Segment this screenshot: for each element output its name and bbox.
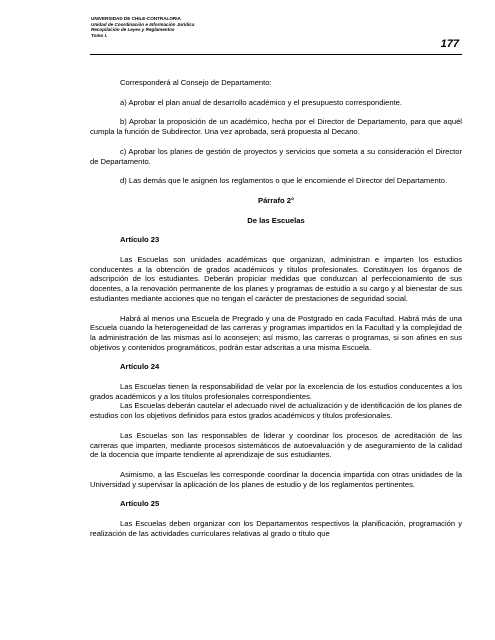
body-paragraph: Las Escuelas deberán cautelar el adecuado nivel de actualización y de identificación de los planes de estudios con los objetivos definidos para estos grados académicos y títulos profesionales. — [90, 401, 462, 421]
body-paragraph: a) Aprobar el plan anual de desarrollo académico y el presupuesto correspondiente. — [120, 97, 402, 107]
paragraph-heading: Párrafo 2° — [258, 195, 294, 205]
document-header — [91, 16, 461, 38]
body-paragraph: Las Escuelas tienen la responsabilidad de velar por la excelencia de los estudios conducentes a los grados académicos y a los títulos profesionales correspondientes. — [90, 382, 462, 401]
body-paragraph: d) Las demás que le asignen los reglamentos o que le encomiende el Director del Departamento. — [120, 176, 448, 186]
article-heading: Artículo 24 — [120, 362, 160, 372]
document-body — [90, 78, 462, 539]
body-paragraph: c) Aprobar los planes de gestión de proyectos y servicios que someta a su consideración el Director de Departamento. — [90, 146, 462, 166]
article-heading: Artículo 23 — [120, 235, 160, 245]
body-paragraph: Corresponderá al Consejo de Departamento: — [120, 78, 272, 87]
header-unit: Unidad de Coordinación e Información Jurídica — [91, 21, 195, 27]
body-paragraph: Las Escuelas son las responsables de liderar y coordinar los procesos de acreditación de las carreras que imparten, mediante procesos sistemáticos de autoevaluación y de aseguramiento de la calidad de la docencia que imparte tendiente al aprendizaje de sus estudiantes. — [90, 430, 462, 460]
page-number: 177 — [440, 38, 459, 50]
body-paragraph: b) Aprobar la proposición de un académico, hecha por el Director de Departamento, para que aquél cumpla la función de Subdirector. Una vez aprobada, será propuesta al Decano. — [90, 117, 462, 137]
body-paragraph: Asimismo, a las Escuelas les corresponde coordinar la docencia impartida con otras unidades de la Universidad y supervisar la aplicación de los planes de estudio y de los reglamentos pertinentes. — [90, 469, 462, 489]
body-paragraph: Las Escuelas deben organizar con los Departamentos respectivos la planificación, programación y realización de las actividades curriculares relativas al grado o título que — [90, 519, 462, 538]
body-paragraph: Las Escuelas son unidades académicas que organizan, administran e imparten los estudios conducentes a la obtención de grados académicos y títulos profesionales. Constituyen los órganos de adscripción de los estudiantes. Deberán propiciar medidas que conduzcan al perfeccionamiento de sus docentes, a la renovación permanente de los planes y programas de estudio a su cargo y al bienestar de sus estudiantes mediante acciones que no tengan el carácter de prestaciones de seguridad social. — [90, 255, 462, 303]
section-heading: De las Escuelas — [247, 215, 305, 225]
header-institution: UNIVERSIDAD DE CHILE-CONTRALORIA — [91, 16, 181, 21]
body-paragraph: Habrá al menos una Escuela de Pregrado y una de Postgrado en cada Facultad. Habrá más de una Escuela cuando la heterogeneidad de las carreras y programas impartidos en la Facultad y la complejidad de la administración de las mismas así lo aconsejen; así mismo, las carreras o programas, si son afines en sus objetivos y contenidos programáticos, podrán estar adscritas a una misma Escuela. — [90, 313, 462, 352]
article-heading: Artículo 25 — [120, 499, 160, 509]
header-volume: Tomo I. — [91, 32, 108, 38]
header-collection: Recopilación de Leyes y Reglamentos — [91, 27, 175, 33]
header-divider — [90, 54, 462, 55]
